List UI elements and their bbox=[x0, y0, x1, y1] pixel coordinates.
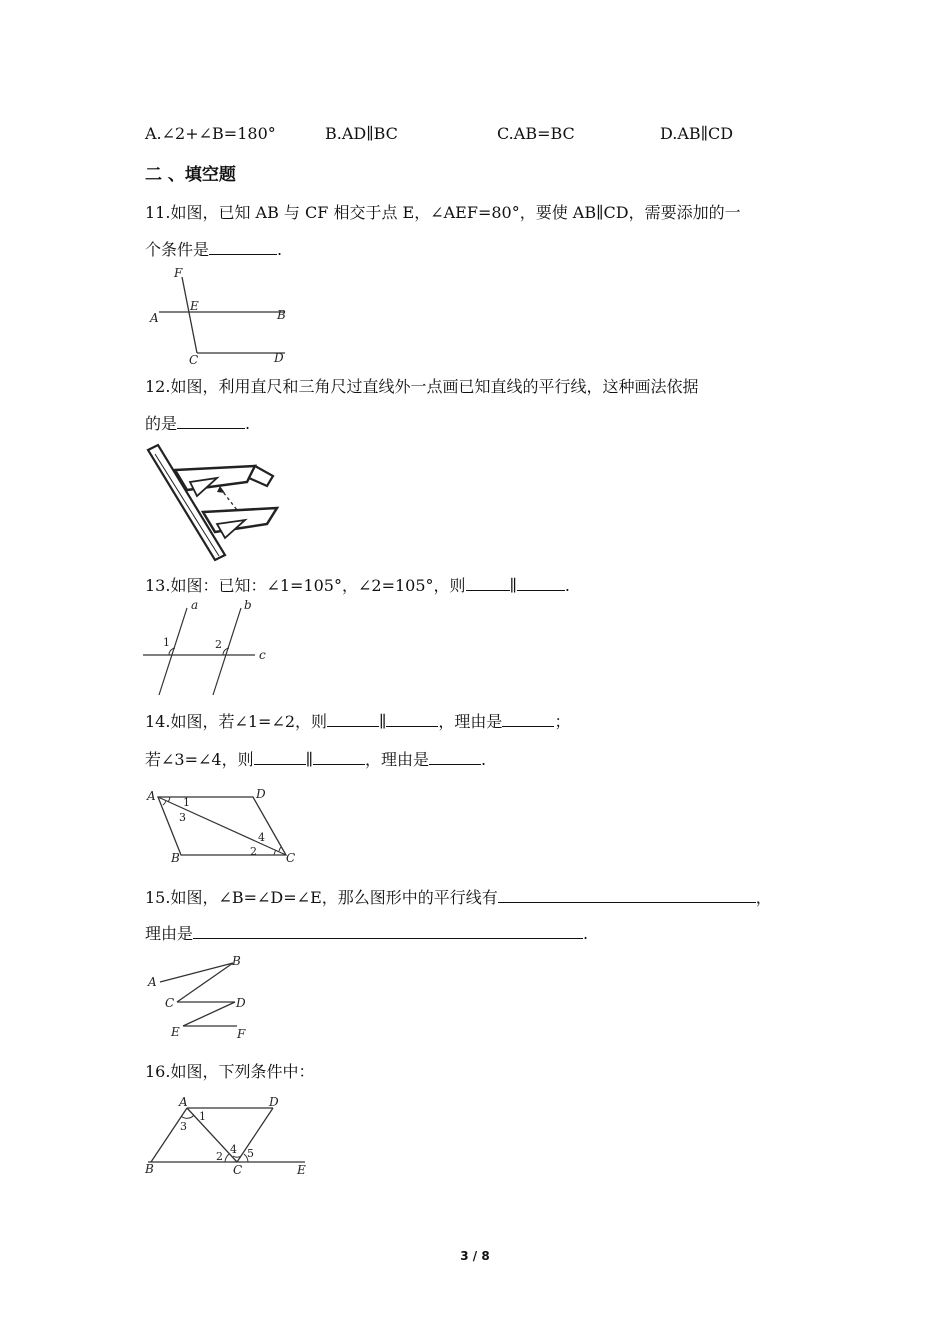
q14-label-4: 4 bbox=[258, 831, 265, 844]
q14-blank-5[interactable] bbox=[313, 750, 365, 765]
q11-label-f: F bbox=[174, 266, 183, 280]
q15-label-f: F bbox=[237, 1027, 246, 1041]
q11-label-d: D bbox=[274, 351, 284, 365]
q14-blank-1[interactable] bbox=[327, 712, 379, 727]
q16-label-4: 4 bbox=[230, 1143, 237, 1156]
q15-blank-2[interactable] bbox=[193, 924, 583, 939]
option-c: C.AB=BC bbox=[497, 124, 575, 143]
q13-figure bbox=[143, 600, 273, 698]
q16-line: 16.如图，下列条件中： bbox=[145, 1062, 315, 1081]
q14-blank-3[interactable] bbox=[502, 712, 554, 727]
q16-label-1: 1 bbox=[199, 1110, 206, 1123]
q16-label-b: B bbox=[145, 1162, 154, 1176]
q14-label-1: 1 bbox=[183, 796, 190, 809]
q14-blank-4[interactable] bbox=[254, 750, 306, 765]
q14-label-a: A bbox=[147, 789, 156, 803]
q11-label-c: C bbox=[189, 353, 199, 367]
section-title: 二 、填空题 bbox=[145, 165, 236, 185]
option-a: A.∠2+∠B=180° bbox=[145, 124, 276, 143]
q11-label-a: A bbox=[150, 311, 159, 325]
q11-line2: 个条件是 . bbox=[145, 240, 283, 259]
q14-figure-parallelogram bbox=[143, 783, 303, 867]
q13-label-1: 1 bbox=[163, 636, 170, 649]
q12-line2: 的是 . bbox=[145, 414, 251, 433]
q14-blank-6[interactable] bbox=[429, 750, 481, 765]
q13-label-a: a bbox=[191, 600, 199, 612]
q14-blank-2[interactable] bbox=[386, 712, 438, 727]
q16-label-5: 5 bbox=[247, 1147, 254, 1160]
q16-label-e: E bbox=[297, 1163, 306, 1177]
q16-label-a: A bbox=[179, 1095, 188, 1109]
q15-label-b: B bbox=[232, 954, 241, 968]
q16-label-2: 2 bbox=[216, 1150, 223, 1163]
q13-label-b: b bbox=[244, 600, 252, 612]
q15-line2: 理由是 . bbox=[145, 924, 589, 943]
q13-blank-1[interactable] bbox=[466, 576, 510, 591]
q15-label-d: D bbox=[236, 996, 246, 1010]
q14-line2: 若∠3=∠4，则 ∥ ，理由是 . bbox=[145, 750, 487, 769]
q14-label-d: D bbox=[256, 787, 266, 801]
option-b: B.AD∥BC bbox=[325, 124, 398, 143]
option-d: D.AB∥CD bbox=[660, 124, 734, 143]
q16-figure bbox=[143, 1092, 313, 1180]
q11-line1: 11.如图，已知 AB 与 CF 相交于点 E，∠AEF=80°，要使 AB∥CD，需要添加的一 bbox=[145, 203, 741, 222]
q15-blank-1[interactable] bbox=[498, 888, 756, 903]
q12-blank[interactable] bbox=[177, 414, 245, 429]
q13-label-c: c bbox=[259, 648, 266, 662]
q14-line1: 14.如图，若∠1=∠2，则 ∥ ，理由是 ； bbox=[145, 712, 571, 731]
q12-line1: 12.如图，利用直尺和三角尺过直线外一点画已知直线的平行线，这种画法依据 bbox=[145, 377, 699, 396]
q15-figure-zigzag bbox=[145, 952, 255, 1042]
q11-figure bbox=[145, 265, 295, 370]
q13-line: 13.如图：已知：∠1=105°，∠2=105°，则 ∥ . bbox=[145, 576, 570, 595]
q11-label-e: E bbox=[190, 299, 199, 313]
q16-label-c: C bbox=[233, 1163, 243, 1177]
q14-label-b: B bbox=[171, 851, 180, 865]
q16-label-d: D bbox=[269, 1095, 279, 1109]
q13-blank-2[interactable] bbox=[517, 576, 565, 591]
q13-label-2: 2 bbox=[215, 638, 222, 651]
q15-line1: 15.如图，∠B=∠D=∠E，那么图形中的平行线有 ， bbox=[145, 888, 772, 907]
q16-label-3: 3 bbox=[180, 1120, 187, 1133]
q12-figure-ruler-set-square bbox=[145, 442, 285, 567]
q11-blank[interactable] bbox=[209, 240, 277, 255]
q11-label-b: B bbox=[277, 308, 286, 322]
q14-label-2: 2 bbox=[250, 845, 257, 858]
q14-label-c: C bbox=[286, 851, 296, 865]
q15-label-c: C bbox=[165, 996, 175, 1010]
page-number: 3 / 8 bbox=[460, 1249, 490, 1263]
q15-label-a: A bbox=[148, 975, 157, 989]
q14-label-3: 3 bbox=[179, 811, 186, 824]
q15-label-e: E bbox=[171, 1025, 180, 1039]
